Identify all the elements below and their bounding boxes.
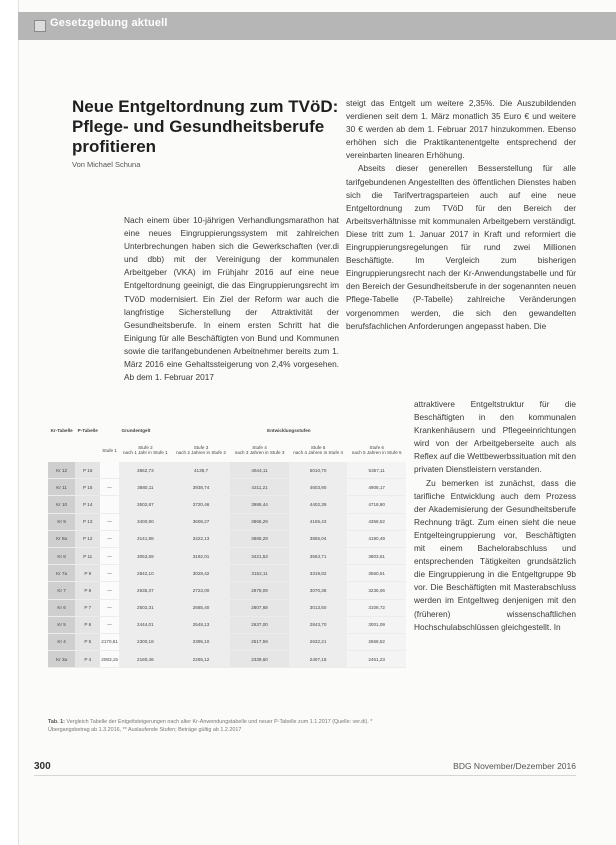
table-cell-s3: 2395,10	[172, 633, 231, 650]
table-row	[48, 462, 406, 479]
table-caption	[48, 718, 406, 734]
table-cell-p: P 15	[75, 479, 100, 496]
table-header-p: P-Tabelle	[77, 428, 98, 433]
article-title: Neue Entgeltordnung zum TVöD: Pflege- und Gesundheitsberufe profitieren	[72, 97, 339, 156]
table-cell-s3: 4138,7	[172, 462, 231, 479]
table-cell-s4: 4644,11	[230, 462, 289, 479]
section-square-icon	[34, 20, 46, 32]
table-cell-s6: 2451,23	[347, 651, 406, 668]
table-cell-s6: 3560,51	[347, 565, 406, 582]
table-cell-s1: —	[100, 565, 119, 582]
table-cell-s4: 2637,00	[230, 616, 289, 633]
table-cell-s1: 2170,61	[100, 633, 119, 650]
section-label: Gesetzgebung aktuell	[50, 17, 168, 29]
table-cell-p: P 7	[75, 599, 100, 616]
body-paragraph-3: attraktivere Entgeltstruktur für die Beschäftigten in den kommunalen Krankenhäusern und Pflegeeinrichtungen wird von der Arbeitgeberseite auch als Reflex auf die Wettbewerbssituation mit den privaten Dienstleistern verstanden.	[414, 399, 576, 475]
table-row	[48, 565, 406, 582]
body-paragraph-4: Zu bemerken ist zunächst, dass die tarifliche Entwicklung auch dem Prozess der Akademisierung der Gesundheitsberufe Rechnung trägt. Zum einen sieht die neue Entgelteingruppierung vor, Beschäftigten mit einem Bachelorabschluss und entsprechenden Tätigkeiten grundsätzlich die Eingruppierung in die Entgeltgruppe 9b vor. Die Beschäftigten mit Masterabschluss werden im Entgeltweg denjenigen mit den (früheren) wissenschaftlichen Hochschulabschlüssen gleichgestellt. In	[414, 477, 576, 632]
table-cell-s1: —	[100, 599, 119, 616]
table-cell-s4: 2807,68	[230, 599, 289, 616]
table-row	[48, 633, 406, 650]
table-cell-s3: 2265,12	[172, 651, 231, 668]
table-cell-s2: 3400,90	[119, 513, 172, 530]
table-cell-p: P 13	[75, 513, 100, 530]
table-cell-s6: 4718,80	[347, 496, 406, 513]
table-cell-kr: Kr 5	[48, 616, 75, 633]
table-cell-s5: 2632,21	[289, 633, 348, 650]
table-cell-p: P 16	[75, 462, 100, 479]
table-cell-s1: —	[100, 479, 119, 496]
table-cell-p: P 11	[75, 547, 100, 564]
table-cell-kr: Kr 4	[48, 633, 75, 650]
table-cell-s2: 2502,31	[119, 599, 172, 616]
table-cell-kr: Kr 6	[48, 599, 75, 616]
table-cell-s5: 4165,43	[289, 513, 348, 530]
table-cell-p: P 5	[75, 633, 100, 650]
table-cell-s3: 2685,40	[172, 599, 231, 616]
table-cell-s4: 3686,29	[230, 530, 289, 547]
table-cell-s5: 3855,04	[289, 530, 348, 547]
page-number: 300	[34, 761, 51, 772]
table-cell-s2: 2635,37	[119, 582, 172, 599]
table-cell-s2: 2180,46	[119, 651, 172, 668]
table-cell-kr: Kr 11	[48, 479, 75, 496]
table-cell-s4: 3421,53	[230, 547, 289, 564]
table-cell-s3: 3028,42	[172, 565, 231, 582]
table-cell-s3: 2548,13	[172, 616, 231, 633]
salary-table-body	[48, 462, 406, 668]
table-subheader-row	[48, 438, 406, 462]
table-cell-s5: 3013,50	[289, 599, 348, 616]
table-cell-s2: 3053,59	[119, 547, 172, 564]
lead-text: Nach einem über 10-jährigen Verhandlungsmarathon hat eine neues Eingruppierungssystem mit zahlreichen Unterbrechungen haben sich die Gewerkschaften (ver.di und dbb) mit der Vereinigung der kommunalen Arbeitgeber (VKA) im Frühjahr 2016 auf eine neue Entgeltordnung geeinigt, die das Eingruppierungsrecht im TVöD modernisiert. Ein Ziel der Reform war auch die langfristige Sicherstellung der Attraktivität der Gesundheitsberufe. In einem ersten Schritt hat die Einigung für alle Beschäftigten von Bund und Kommunen sowie die tarifangebundenen Arbeitnehmer bereits zum 1. März 2016 eine Gehaltssteigerung von 2,4% vorgesehen. Ab dem 1. Februar 2017	[124, 215, 339, 383]
table-cell-kr: Kr 12	[48, 462, 75, 479]
table-row	[48, 651, 406, 668]
article-right-column-narrow	[414, 398, 576, 634]
table-cell-s4: 3866,29	[230, 513, 289, 530]
table-cell-s3: 3608,27	[172, 513, 231, 530]
table-cell-s1	[100, 496, 119, 513]
table-cell-s2: 3680,11	[119, 479, 172, 496]
body-paragraph-1: steigt das Entgelt um weitere 2,35%. Die Auszubildenden verdienen seit dem 1. März monatlich 35 Euro € und weitere 30 € werden ab dem 1. Februar 2017 hinzukommen. Ebenso erhöhen sich die Praktikantenentgelte entsprechend der vereinbarten linearen Erhöhung.	[346, 98, 576, 161]
table-subheader-stufe2: Stufe 2 nach 1 Jahr in Stufe 1	[123, 445, 168, 455]
table-cell-s3: 3192,01	[172, 547, 231, 564]
table-cell-s6: 4190,49	[347, 530, 406, 547]
table-cell-s2: 2842,10	[119, 565, 172, 582]
body-paragraph-2: Abseits dieser generellen Besserstellung für alle tarifgebundenen Angestellten des öffentlichen Dienstes haben sich die Tarifvertragsparteien auch auf eine neue Entgeltordnung zum TVöD für den Bereich der Arbeitsverhältnisse mit kommunalen Arbeitgebern verständigt. Diese tritt zum 1. Januar 2017 in Kraft und reformiert die Eingruppierungsregelungen für rund zwei Millionen Beschäftigte. Im Vergleich zum bisherigen Eingruppierungsrecht nach der Kr-Anwendungstabelle und für den Bereich der Gesundheitsberufe in der sogenannten neuen Pflege-Tabelle (P-Tabelle) zahlreiche Veränderungen vorgenommen werden, die sich den gewandelten berufsfachlichen Anforderungen angepasst haben. Die	[346, 163, 576, 331]
table-cell-s6: 3235,06	[347, 582, 406, 599]
table-cell-s3: 3422,13	[172, 530, 231, 547]
table-cell-p: P 6	[75, 616, 100, 633]
table-row	[48, 547, 406, 564]
table-header-entwicklungsstufen: Entwicklungsstufen	[267, 428, 311, 433]
table-cell-s2: 2444,01	[119, 616, 172, 633]
table-cell-s5: 3319,82	[289, 565, 348, 582]
table-cell-s1: —	[100, 547, 119, 564]
table-cell-kr: Kr 10	[48, 496, 75, 513]
table-cell-s4: 3152,11	[230, 565, 289, 582]
table-cell-s4: 2339,60	[230, 651, 289, 668]
table-cell-s4: 2517,59	[230, 633, 289, 650]
table-cell-s6: 4358,52	[347, 513, 406, 530]
table-cell-s3: 2723,00	[172, 582, 231, 599]
table-subheader-stufe1: Stufe 1	[102, 447, 117, 453]
table-cell-s2: 2300,18	[119, 633, 172, 650]
footer-divider	[34, 775, 576, 776]
table-cell-s4: 3986,44	[230, 496, 289, 513]
table-row	[48, 616, 406, 633]
table-cell-s1: —	[100, 582, 119, 599]
table-cell-s6: 3803,61	[347, 547, 406, 564]
table-cell-kr: Kr 7	[48, 582, 75, 599]
table-cell-s6: 5357,11	[347, 462, 406, 479]
table-cell-s5: 4603,90	[289, 479, 348, 496]
table-subheader-stufe4: Stufe 4 nach 3 Jahren in Stufe 3	[234, 445, 285, 455]
table-cell-s4: 2878,09	[230, 582, 289, 599]
table-row	[48, 530, 406, 547]
table-cell-s1	[100, 462, 119, 479]
table-cell-s1: —	[100, 616, 119, 633]
table-cell-s5: 4402,39	[289, 496, 348, 513]
table-subheader-stufe6: Stufe 6 nach 5 Jahren in Stufe 5	[351, 445, 402, 455]
table-cell-s3: 3938,74	[172, 479, 231, 496]
table-subheader-stufe3: Stufe 3 nach 2 Jahren in Stufe 2	[176, 445, 226, 455]
table-caption-text: Vergleich Tabelle der Entgeltsteigerungen nach alter Kr-Anwendungstabelle und neuer P-Tabelle zum 1.1.2017 (Quelle: ver.di). * Übergangsbetrag ab 1.3.2016, ** Auslaufende Stufen; Beträge gültig ab 1.2.2017	[48, 719, 373, 733]
table-cell-p: P 8	[75, 582, 100, 599]
article-lead-paragraph	[124, 214, 339, 384]
table-row	[48, 479, 406, 496]
table-cell-s5: 2407,18	[289, 651, 348, 668]
table-row	[48, 496, 406, 513]
table-row	[48, 513, 406, 530]
table-cell-s2: 3141,98	[119, 530, 172, 547]
table-cell-p: P 4	[75, 651, 100, 668]
table-cell-s5: 3563,71	[289, 547, 348, 564]
page-spine-margin	[0, 0, 18, 845]
table-cell-kr: Kr 9	[48, 513, 75, 530]
table-cell-kr: Kr 3a	[48, 651, 75, 668]
table-caption-label: Tab. 1:	[48, 719, 65, 725]
table-cell-s1: —	[100, 513, 119, 530]
table-cell-s2: 3862,73	[119, 462, 172, 479]
table-cell-kr: Kr 7a	[48, 565, 75, 582]
table-cell-s6: 3001,09	[347, 616, 406, 633]
table-subheader-stufe5: Stufe 5 nach 4 Jahren in Stufe 4	[293, 445, 343, 455]
table-cell-s4: 4211,21	[230, 479, 289, 496]
table-cell-kr: Kr 8a	[48, 530, 75, 547]
article-author: Von Michael Schuna	[72, 160, 141, 169]
magazine-issue: BDG November/Dezember 2016	[453, 761, 576, 771]
table-header-row	[48, 423, 406, 438]
table-cell-s6: 4908,17	[347, 479, 406, 496]
table-cell-s6: 2668,52	[347, 633, 406, 650]
table-cell-p: P 9	[75, 565, 100, 582]
table-header-kr: Kr-Tabelle	[50, 428, 73, 433]
table-cell-s5: 2843,70	[289, 616, 348, 633]
table-cell-s3: 3720,46	[172, 496, 231, 513]
salary-table	[48, 423, 406, 668]
salary-table-grid	[48, 423, 406, 668]
table-cell-s2: 3502,87	[119, 496, 172, 513]
table-cell-s1: 2083,15	[100, 651, 119, 668]
article-right-column	[346, 97, 576, 333]
table-cell-p: P 14	[75, 496, 100, 513]
table-cell-s6: 3108,72	[347, 599, 406, 616]
table-cell-s1: —	[100, 530, 119, 547]
table-cell-s5: 3070,38	[289, 582, 348, 599]
table-row	[48, 599, 406, 616]
table-header-grundentgelt: Grundentgelt	[121, 428, 151, 433]
table-cell-kr: Kr 8	[48, 547, 75, 564]
table-cell-s5: 5010,70	[289, 462, 348, 479]
table-row	[48, 582, 406, 599]
table-cell-p: P 12	[75, 530, 100, 547]
